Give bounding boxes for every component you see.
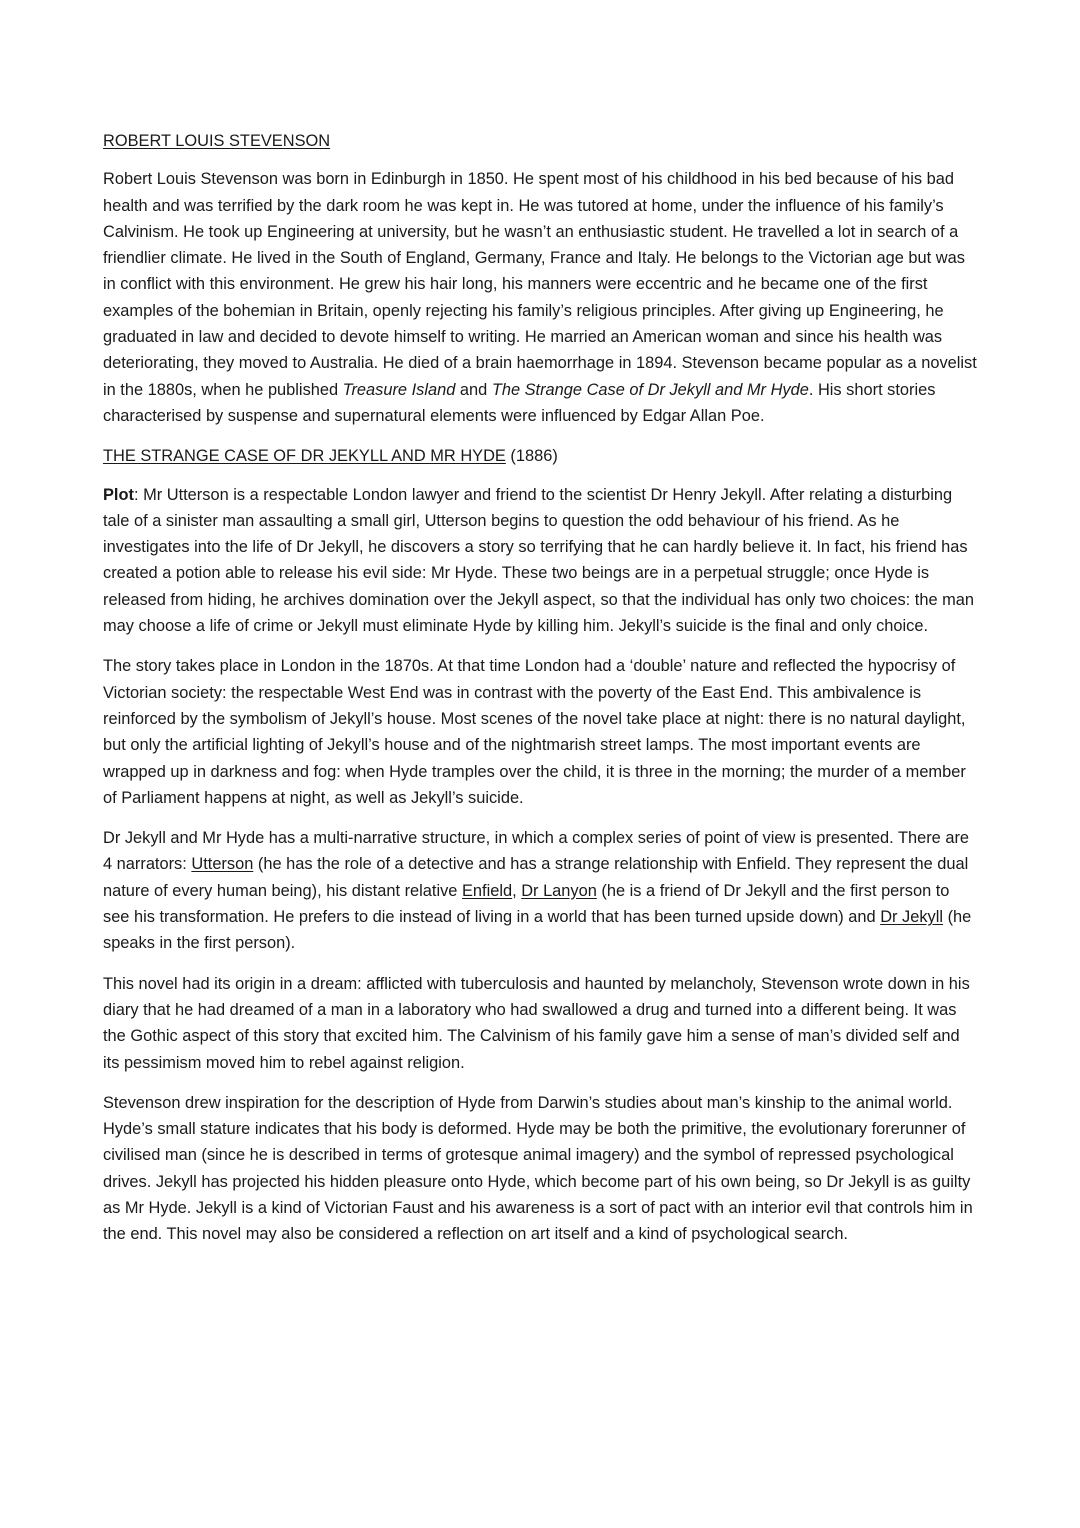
setting-paragraph: The story takes place in London in the 1870s. At that time London had a ‘double’ nature and reflected the hypocrisy of Victorian society: the respectable West End was in contrast with the poverty of the East End. This ambivalence is reinforced by the symbolism of Jekyll’s house. Most scenes of the novel take place at night: there is no natural daylight, but only the artificial lighting of Jekyll’s house and of the nightmarish street lamps. The most important events are wrapped up in darkness and fog: when Hyde tramples over the child, it is three in the morning; the murder of a member of Parliament happens at night, as well as Jekyll’s suicide. bbox=[103, 657, 966, 807]
narrators-text-5: (he speaks in the first person). bbox=[103, 908, 972, 953]
narrator-utterson: Utterson bbox=[191, 855, 254, 874]
bio-text-2: . His short stories characterised by suspense and supernatural elements were influenced by Edgar Allan Poe. bbox=[103, 380, 936, 425]
narrators-text-4: (he is a friend of Dr Jekyll and the first person to see his transformation. He prefers to die instead of living in a world that has been turned upside down) and bbox=[103, 881, 950, 927]
narrator-enfield: Enfield bbox=[461, 881, 513, 900]
narrators-paragraph bbox=[103, 825, 979, 956]
novel-heading bbox=[103, 443, 979, 469]
inspiration-paragraph: Stevenson drew inspiration for the description of Hyde from Darwin’s studies about man’s kinship to the animal world. Hyde’s small stature indicates that his body is deformed. Hyde may be both the primitive, the evolutionary forerunner of civilised man (since he is described in terms of grotesque animal imagery) and the symbol of repressed psychological drives. Jekyll has projected his hidden pleasure onto Hyde, which become part of his own being, so Dr Jekyll is as guilty as Mr Hyde. Jekyll is a kind of Victorian Faust and his awareness is a sort of pact with an interior evil that controls him in the end. This novel may also be considered a reflection on art itself and a kind of psychological search. bbox=[103, 1093, 973, 1244]
author-heading bbox=[103, 128, 979, 154]
book-title-jekyll-hyde: The Strange Case of Dr Jekyll and Mr Hyde bbox=[491, 380, 809, 399]
narrators-text-1: Dr Jekyll and Mr Hyde has a multi-narrative structure, in which a complex series of point of view is presented. There are 4 narrators: bbox=[103, 829, 970, 874]
bio-text-1: Robert Louis Stevenson was born in Edinburgh in 1850. He spent most of his childhood in his bed because of his bad health and was terrified by the dark room he was kept in. He was tutored at home, under the influence of his family’s Calvinism. He took up Engineering at university, but he wasn’t an enthusiastic student. He travelled a lot in search of a friendlier climate. He lived in the South of England, Germany, France and Italy. He belongs to the Victorian age but was in conflict with this environment. He grew his hair long, his manners were eccentric and he became one of the first examples of the bohemian in Britain, openly rejecting his family’s religious principles. After giving up Engineering, he graduated in law and decided to devote himself to writing. He married an American woman and since his health was deteriorating, they moved to Australia. He died of a brain haemorrhage in 1894. Stevenson became popular as a novelist in the 1880s, when he published bbox=[103, 170, 977, 399]
plot-paragraph bbox=[103, 482, 979, 640]
biography-paragraph bbox=[103, 166, 979, 429]
narrator-lanyon: Dr Lanyon bbox=[521, 881, 597, 900]
origin-paragraph: This novel had its origin in a dream: afflicted with tuberculosis and haunted by melancholy, Stevenson wrote down in his diary that he had dreamed of a man in a laboratory who had swallowed a drug and turned into a different being. It was the Gothic aspect of this story that excited him. The Calvinism of his family gave him a sense of man’s divided self and its pessimism moved him to rebel against religion. bbox=[103, 974, 970, 1072]
bio-and: and bbox=[455, 380, 492, 399]
plot-label: Plot bbox=[103, 485, 134, 504]
document-page bbox=[103, 128, 979, 1262]
narrators-text-3: , bbox=[512, 881, 522, 900]
author-heading-text: ROBERT LOUIS STEVENSON bbox=[103, 132, 331, 150]
narrator-jekyll: Dr Jekyll bbox=[880, 908, 944, 927]
novel-year: (1886) bbox=[505, 447, 558, 466]
plot-text: : Mr Utterson is a respectable London lawyer and friend to the scientist Dr Henry Jekyll. After relating a disturbing tale of a sinister man assaulting a small girl, Utterson begins to question the odd behaviour of his friend. As he investigates into the life of Dr Jekyll, he discovers a story so terrifying that he can hardly believe it. In fact, his friend has created a potion able to release his evil side: Mr Hyde. These two beings are in a perpetual struggle; once Hyde is released from hiding, he archives domination over the Jekyll aspect, so that the individual has only two choices: the man may choose a life of crime or Jekyll must eliminate Hyde by killing him. Jekyll’s suicide is the final and only choice. bbox=[103, 485, 975, 636]
novel-heading-text: THE STRANGE CASE OF DR JEKYLL AND MR HYDE bbox=[103, 447, 506, 466]
book-title-treasure-island: Treasure Island bbox=[342, 380, 456, 399]
narrators-text-2: (he has the role of a detective and has a strange relationship with Enfield. They represent the dual nature of every human being), his distant relative bbox=[103, 855, 969, 900]
